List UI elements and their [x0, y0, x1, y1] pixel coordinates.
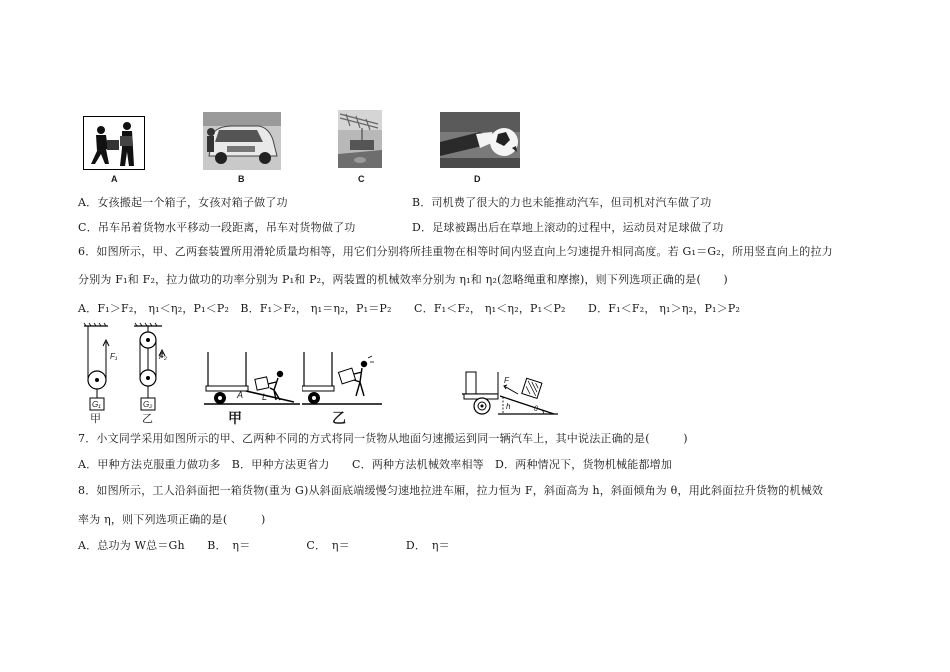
photo-caption-d: D [474, 174, 481, 184]
incline-label-f: F [504, 376, 509, 385]
q6-stem-line-2: 分别为 F₁和 F₂，拉力做功的功率分别为 P₁和 P₂，两装置的机械效率分别为 η₁和 η₂(忽略绳重和摩擦)，则下列选项正确的是( ) [78, 273, 728, 286]
pulley-diagram [82, 322, 174, 424]
ramp-label-l: L [262, 392, 268, 402]
ramp-label-jia: 甲 [228, 410, 242, 426]
lift-label-yi: 乙 [332, 410, 346, 426]
photo-a-lifting-box [83, 116, 145, 170]
photo-b-pushing-car [203, 112, 281, 170]
q5-option-b: B．司机费了很大的力也未能推动汽车，但司机对汽车做了功 [412, 196, 712, 209]
q8-options: A．总功为 W总＝Gh B． η＝ C． η＝ D． η＝ [78, 539, 450, 552]
pulley-label-f2: F₂ [159, 352, 167, 361]
incline-label-h: h [506, 402, 511, 411]
pulley-label-g1: G₁ [92, 400, 101, 409]
q6-stem-line-1: 6．如图所示，甲、乙两套装置所用滑轮质量均相等，用它们分别将所挂重物在相等时间内竖直向上匀速提升相同高度。若 G₁＝G₂，所用竖直向上的拉力 [78, 245, 833, 258]
photo-caption-a: A [111, 174, 118, 184]
q7-options: A．甲种方法克服重力做功多 B．甲种方法更省力 C．两种方法机械效率相等 D．两种情况下，货物机械能都增加 [78, 458, 673, 471]
photo-c-crane [338, 110, 382, 168]
q7-stem: 7．小文同学采用如图所示的甲、乙两种不同的方式将同一货物从地面匀速搬运到同一辆汽车上，其中说法正确的是( ) [78, 432, 688, 445]
q8-stem-line-1: 8．如图所示，工人沿斜面把一箱货物(重为 G)从斜面底端缓慢匀速地拉进车厢，拉力恒为 F，斜面高为 h，斜面倾角为 θ，用此斜面拉升货物的机械效 [78, 484, 824, 497]
q6-options: A．F₁＞F₂， η₁＜η₂，P₁＜P₂ B．F₁＞F₂， η₁＝η₂，P₁＝P₂ C．F₁＜F₂， η₁＜η₂，P₁＜P₂ D．F₁＜F₂， η₁＞η₂，P₁＞P₂ [78, 302, 741, 315]
q5-option-c: C．吊车吊着货物水平移动一段距离，吊车对货物做了功 [78, 221, 356, 234]
pulley-label-f1: F₁ [110, 352, 118, 361]
photo-d-football [440, 112, 520, 168]
incline-truck-figure [458, 364, 562, 426]
q8-stem-line-2: 率为 η，则下列选项正确的是( ) [78, 513, 266, 526]
incline-label-theta: θ [534, 406, 538, 413]
photo-caption-b: B [238, 174, 245, 184]
truck-ramp-figure-jia [204, 350, 302, 426]
q5-option-a: A．女孩搬起一个箱子，女孩对箱子做了功 [78, 196, 288, 209]
truck-lift-figure-yi [302, 350, 384, 426]
ramp-label-a: A [237, 390, 244, 400]
photo-caption-c: C [358, 174, 365, 184]
pulley-label-yi: 乙 [142, 413, 153, 424]
q5-option-d: D．足球被踢出后在草地上滚动的过程中，运动员对足球做了功 [412, 221, 724, 234]
pulley-label-g2: G₂ [143, 400, 153, 409]
pulley-label-jia: 甲 [90, 413, 101, 424]
